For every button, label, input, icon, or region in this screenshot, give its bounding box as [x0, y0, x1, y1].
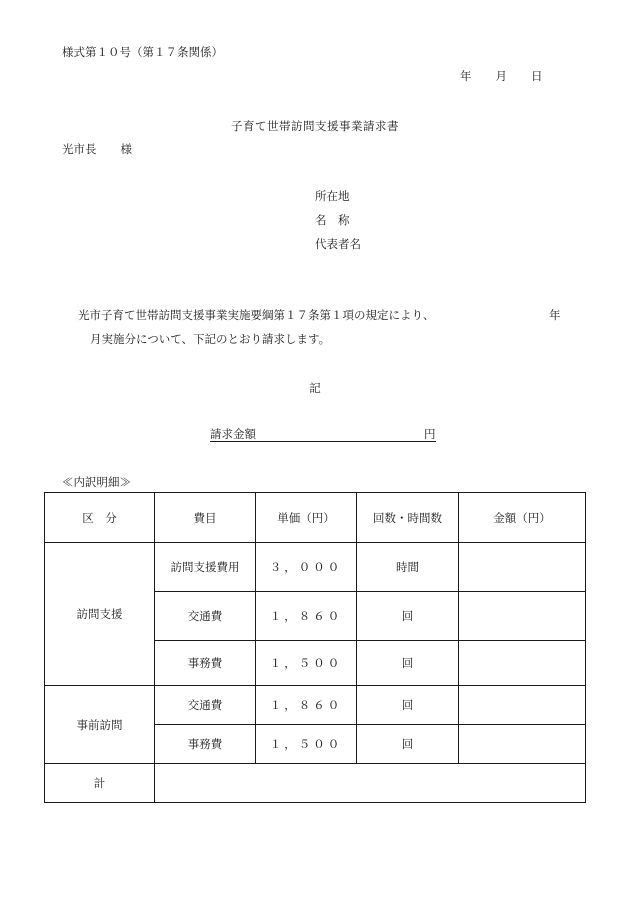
amount-cell: [459, 686, 586, 725]
item-cell: 交通費: [155, 686, 256, 725]
breakdown-heading: ≪内訳明細≫: [62, 475, 131, 489]
date-year: 年: [460, 69, 472, 83]
addressee-name: 光市長: [62, 142, 97, 156]
request-amount-yen: 円: [424, 427, 436, 441]
item-cell: 交通費: [155, 592, 256, 641]
unit-price-cell: １，５００: [256, 725, 357, 764]
unit-price-cell: ３，０００: [256, 543, 357, 592]
count-cell: 回: [357, 641, 459, 686]
ki-heading: 記: [309, 381, 321, 395]
table-header-row: [45, 493, 586, 543]
body-text-line1: 光市子育て世帯訪問支援事業実施要綱第１７条第１項の規定により、: [78, 308, 435, 322]
page-title: 子育て世帯訪問支援事業請求書: [231, 119, 399, 133]
date-day: 日: [531, 69, 543, 83]
total-value: [155, 764, 586, 803]
request-amount-label: 請求金額: [210, 427, 256, 441]
category-cell: 訪問支援: [45, 543, 155, 686]
header-category: 区 分: [45, 493, 155, 543]
request-amount-blank: [256, 428, 424, 442]
count-cell: 時間: [357, 543, 459, 592]
count-cell: 回: [357, 686, 459, 725]
total-label: 計: [45, 764, 155, 803]
request-amount: [210, 426, 436, 442]
addressee-honorific: 様: [120, 142, 132, 156]
body-text-line2: 月実施分について、下記のとおり請求します。: [90, 332, 331, 346]
amount-cell: [459, 592, 586, 641]
header-unit-price: 単価（円）: [256, 493, 357, 543]
header-item: 費目: [155, 493, 256, 543]
date-line: [460, 68, 543, 84]
addressee: [62, 141, 132, 157]
header-count: 回数・時間数: [357, 493, 459, 543]
table-row: [45, 686, 586, 725]
applicant-representative-label: 代表者名: [315, 237, 361, 251]
form-number: 様式第１０号（第１７条関係）: [62, 45, 223, 59]
item-cell: 訪問支援費用: [155, 543, 256, 592]
amount-cell: [459, 543, 586, 592]
unit-price-cell: １，８６０: [256, 686, 357, 725]
amount-cell: [459, 725, 586, 764]
item-cell: 事務費: [155, 641, 256, 686]
count-cell: 回: [357, 592, 459, 641]
table-row: [45, 543, 586, 592]
applicant-name-label: 名 称: [315, 213, 350, 227]
count-cell: 回: [357, 725, 459, 764]
amount-cell: [459, 641, 586, 686]
total-row: [45, 764, 586, 803]
unit-price-cell: １，８６０: [256, 592, 357, 641]
category-cell: 事前訪問: [45, 686, 155, 764]
body-year: 年: [549, 308, 561, 322]
applicant-location-label: 所在地: [315, 189, 350, 203]
date-month: 月: [495, 69, 507, 83]
breakdown-table: [44, 492, 586, 803]
unit-price-cell: １，５００: [256, 641, 357, 686]
item-cell: 事務費: [155, 725, 256, 764]
header-amount: 金額（円）: [459, 493, 586, 543]
